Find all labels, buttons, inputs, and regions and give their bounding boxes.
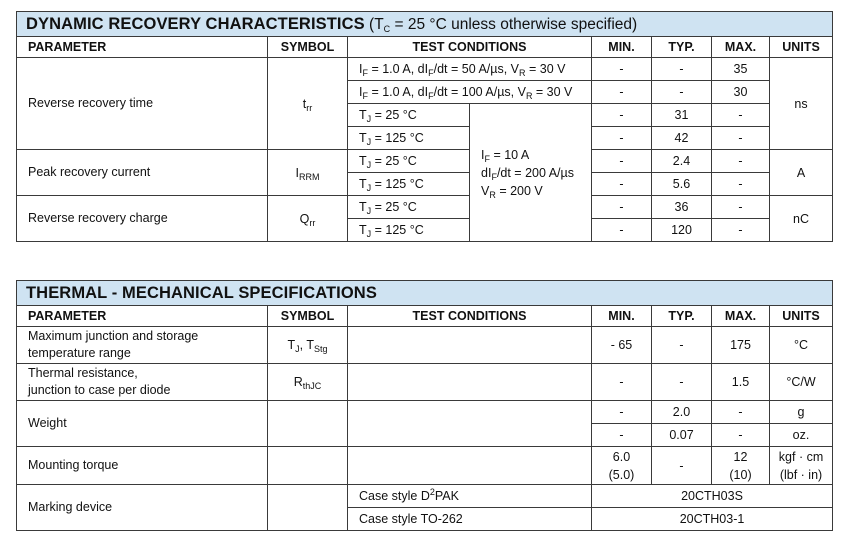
test-condition-empty (348, 364, 592, 401)
table-row (17, 401, 833, 424)
header-parameter: PARAMETER (17, 306, 268, 327)
header-parameter: PARAMETER (17, 37, 268, 58)
min-value: - (592, 364, 652, 401)
max-value: - (712, 150, 770, 173)
typ-value: - (652, 364, 712, 401)
header-symbol: SYMBOL (268, 306, 348, 327)
symbol-trr: $t_{rr}$ (268, 58, 348, 150)
min-value: - (592, 196, 652, 219)
max-value: 175 (712, 327, 770, 364)
header-units: UNITS (770, 37, 833, 58)
max-value: - (712, 104, 770, 127)
min-value: - (592, 150, 652, 173)
header-min: MIN. (592, 37, 652, 58)
unit-c-per-w: °C/W (770, 364, 833, 401)
param-weight: Weight (17, 401, 268, 447)
dynamic-title-condition: ($T_C = 25$ °C unless otherwise specified) (364, 15, 638, 34)
typ-value: 36 (652, 196, 712, 219)
table-row (17, 58, 833, 81)
dynamic-header-row (17, 37, 833, 58)
max-value: 12 (10) (712, 447, 770, 485)
dynamic-title-text: DYNAMIC RECOVERY CHARACTERISTICS (26, 14, 365, 33)
header-test-conditions: TEST CONDITIONS (348, 306, 592, 327)
param-reverse-recovery-time: Reverse recovery time (17, 58, 268, 150)
test-condition: $I_F = 1.0$ A, $dI_F/dt = 50$ A/µs, $V_R = 30$ V (348, 58, 592, 81)
max-value: - (712, 219, 770, 242)
param-thermal-resistance: Thermal resistance, junction to case per diode (17, 364, 268, 401)
unit-torque: kgf · cm (lbf · in) (770, 447, 833, 485)
symbol-empty (268, 485, 348, 531)
header-typ: TYP. (652, 306, 712, 327)
header-test-conditions: TEST CONDITIONS (348, 37, 592, 58)
param-junction-storage-temp: Maximum junction and storage temperature range (17, 327, 268, 364)
header-max: MAX. (712, 306, 770, 327)
shared-test-condition: $I_F = 10$ A $dI_F/dt = 200$ A/µs $V_R = 200$ V (470, 104, 592, 242)
table-row (17, 150, 833, 173)
unit-a: A (770, 150, 833, 196)
test-condition: $T_J = 25$ °C (348, 150, 470, 173)
min-value: - (592, 104, 652, 127)
unit-grams: g (770, 401, 833, 424)
test-condition: Case style TO-262 (348, 508, 592, 531)
marking-value: 20CTH03-1 (592, 508, 833, 531)
header-symbol: SYMBOL (268, 37, 348, 58)
typ-value: - (652, 81, 712, 104)
typ-value: 0.07 (652, 424, 712, 447)
table-row (17, 485, 833, 508)
test-condition: Case style $D^2PAK$ (348, 485, 592, 508)
thermal-mechanical-table (16, 280, 833, 531)
typ-value: 42 (652, 127, 712, 150)
typ-value: - (652, 58, 712, 81)
thermal-table-title (17, 281, 833, 306)
symbol-qrr: $Q_{rr}$ (268, 196, 348, 242)
test-condition: $T_J = 25$ °C (348, 196, 470, 219)
typ-value: 5.6 (652, 173, 712, 196)
max-value: - (712, 401, 770, 424)
max-value: 1.5 (712, 364, 770, 401)
symbol-irrm: $I_{RRM}$ (268, 150, 348, 196)
min-value: - (592, 401, 652, 424)
max-value: - (712, 173, 770, 196)
min-value: - (592, 173, 652, 196)
table-row (17, 196, 833, 219)
max-value: 30 (712, 81, 770, 104)
typ-value: 31 (652, 104, 712, 127)
test-condition-empty (348, 401, 592, 447)
test-condition: $T_J = 125$ °C (348, 127, 470, 150)
min-value: - (592, 58, 652, 81)
min-value: - (592, 127, 652, 150)
header-typ: TYP. (652, 37, 712, 58)
max-value: 35 (712, 58, 770, 81)
unit-nc: nC (770, 196, 833, 242)
test-condition: $T_J = 125$ °C (348, 219, 470, 242)
min-value: - (592, 424, 652, 447)
param-peak-recovery-current: Peak recovery current (17, 150, 268, 196)
marking-value: 20CTH03S (592, 485, 833, 508)
thermal-header-row (17, 306, 833, 327)
header-min: MIN. (592, 306, 652, 327)
symbol-empty (268, 447, 348, 485)
min-value: - (592, 219, 652, 242)
dynamic-recovery-table (16, 11, 833, 242)
min-value: 6.0 (5.0) (592, 447, 652, 485)
unit-ounces: oz. (770, 424, 833, 447)
param-mounting-torque: Mounting torque (17, 447, 268, 485)
typ-value: 120 (652, 219, 712, 242)
symbol-empty (268, 401, 348, 447)
min-value: - 65 (592, 327, 652, 364)
max-value: - (712, 127, 770, 150)
table-row (17, 447, 833, 485)
test-condition: $I_F = 1.0$ A, $dI_F/dt = 100$ A/µs, $V_R = 30$ V (348, 81, 592, 104)
symbol-rthjc: $R_{thJC}$ (268, 364, 348, 401)
test-condition-empty (348, 327, 592, 364)
unit-ns: ns (770, 58, 833, 150)
test-condition: $T_J = 125$ °C (348, 173, 470, 196)
test-condition-empty (348, 447, 592, 485)
dynamic-table-title (17, 12, 833, 37)
table-row (17, 327, 833, 364)
max-value: - (712, 196, 770, 219)
typ-value: 2.4 (652, 150, 712, 173)
typ-value: 2.0 (652, 401, 712, 424)
symbol-tj-tstg: $T_J$, $T_{Stg}$ (268, 327, 348, 364)
header-max: MAX. (712, 37, 770, 58)
param-marking-device: Marking device (17, 485, 268, 531)
header-units: UNITS (770, 306, 833, 327)
typ-value: - (652, 447, 712, 485)
test-condition: $T_J = 25$ °C (348, 104, 470, 127)
typ-value: - (652, 327, 712, 364)
param-reverse-recovery-charge: Reverse recovery charge (17, 196, 268, 242)
max-value: - (712, 424, 770, 447)
table-row (17, 364, 833, 401)
unit-celsius: °C (770, 327, 833, 364)
thermal-title-text: THERMAL - MECHANICAL SPECIFICATIONS (26, 283, 377, 302)
min-value: - (592, 81, 652, 104)
